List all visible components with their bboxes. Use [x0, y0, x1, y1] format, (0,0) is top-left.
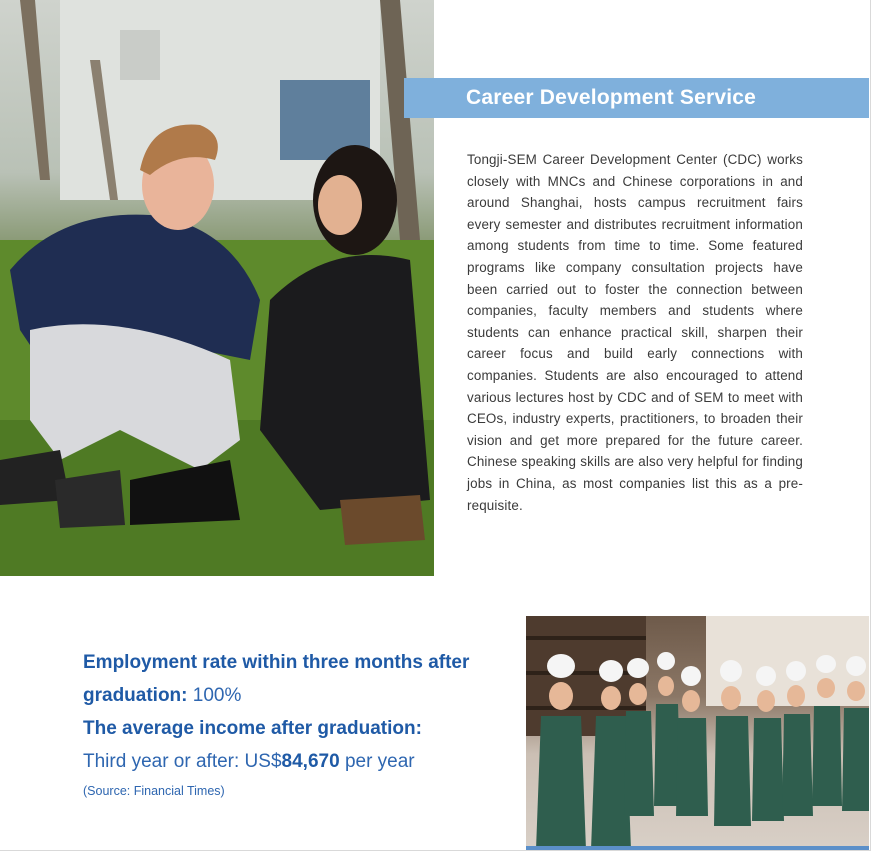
employment-rate-label-line1: Employment rate within three months after — [83, 652, 470, 673]
employment-rate-value: 100% — [192, 685, 242, 706]
employment-rate-label-line2: graduation: — [83, 685, 188, 706]
section-title: Career Development Service — [466, 86, 757, 109]
cooking-class-photo — [526, 616, 869, 850]
section-title-banner — [404, 78, 869, 118]
average-income-label: The average income after graduation: — [83, 718, 422, 739]
average-income-line — [83, 745, 513, 778]
source-citation: (Source: Financial Times) — [83, 784, 225, 798]
average-income-suffix: per year — [344, 751, 415, 772]
average-income-prefix: Third year or after: US$ — [83, 751, 282, 772]
employment-stats — [83, 646, 513, 798]
career-service-description: Tongji-SEM Career Development Center (CDC) works closely with MNCs and Chinese corporations in and around Shanghai, hosts campus recruitment fairs every semester and distributes recruitment information among students from time to time. Some featured programs like company consultation projects have been carried out to foster the connection between companies, faculty members and students where students can enhance practical skill, sharpen their career focus and build early connections with companies. Students are also encouraged to attend various lectures host by CDC and of SEM to meet with CEOs, industry experts, practitioners, to broaden their vision and get more prepared for the future career. Chinese speaking skills are also very helpful for finding jobs in China, as most companies list this as a pre-requisite. — [467, 152, 803, 513]
average-income-value: 84,670 — [281, 751, 340, 772]
employment-rate-line — [83, 679, 513, 712]
students-photo — [0, 0, 434, 576]
